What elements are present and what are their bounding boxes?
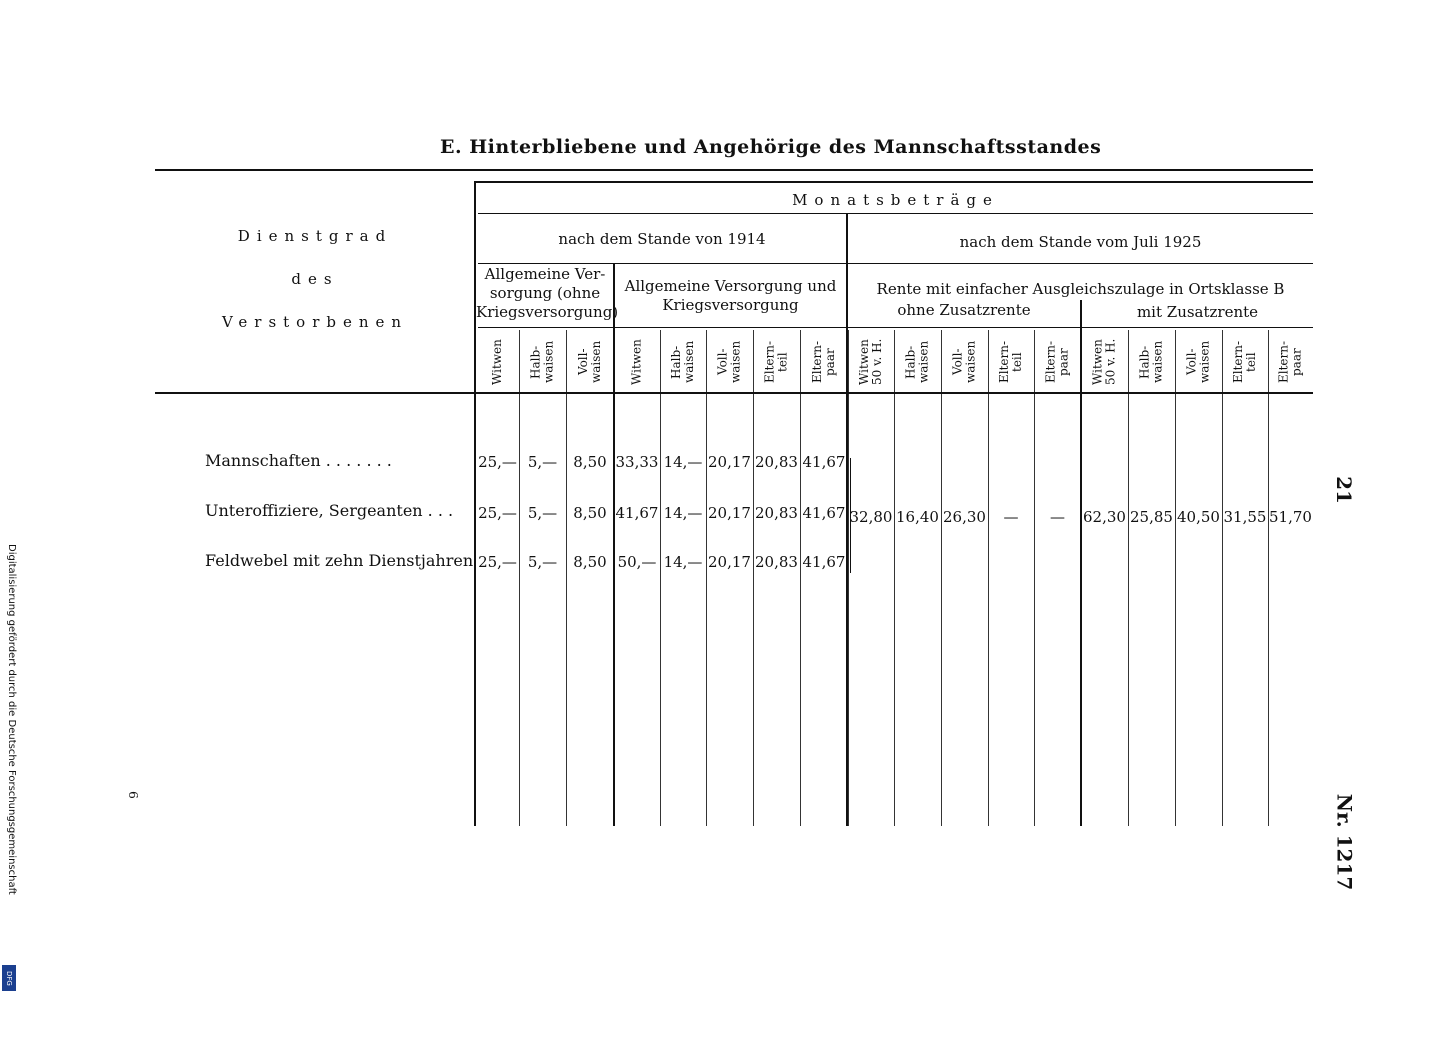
table-cell: 50,— [617, 553, 657, 571]
column-rule [1175, 330, 1176, 826]
dfg-side-note: Digitalisierung gefördert durch die Deutsche Forschungsgemeinschaft [6, 544, 17, 895]
table-cell-1925: 62,30 [1083, 508, 1126, 526]
dfg-logo: DFG [2, 965, 16, 991]
column-heading: Witwen [489, 339, 504, 385]
stand-rule [478, 263, 1313, 264]
table-cell: 20,83 [755, 553, 798, 571]
table-cell: 41,67 [802, 504, 846, 522]
column-heading: Halb- waisen [903, 340, 931, 384]
des-label: des [291, 270, 339, 288]
column-heading: Eltern- paar [1043, 340, 1071, 384]
column-heading: Eltern- teil [762, 340, 790, 384]
rente-label: Rente mit einfacher Ausgleichszulage in Ortsklasse B [876, 280, 1285, 298]
table-cell-1925: 51,70 [1269, 508, 1312, 526]
column-heading: Voll- waisen [950, 340, 978, 384]
stand-1925-label: nach dem Stande vom Juli 1925 [959, 233, 1202, 251]
column-rule [614, 330, 615, 826]
table-cell: 25,— [478, 553, 517, 571]
table-cell-1925: 32,80 [849, 508, 893, 526]
page-number: 21 [1331, 476, 1356, 504]
column-rule [1268, 330, 1269, 826]
subgroup-rule [478, 327, 1313, 328]
column-rule [753, 330, 754, 826]
column-heading: Eltern- teil [996, 340, 1024, 384]
margin-mark: 6 [125, 791, 140, 799]
table-cell: 20,17 [708, 553, 751, 571]
row-label-unteroffiziere: Unteroffiziere, Sergeanten . . . [205, 501, 454, 520]
table-cell: 20,83 [755, 453, 798, 471]
column-heading: Witwen [629, 339, 644, 385]
table-cell: 41,67 [802, 453, 846, 471]
table-cell: 20,17 [708, 504, 751, 522]
dienstgrad-label: Dienstgrad [237, 227, 393, 245]
table-cell: 20,17 [708, 453, 751, 471]
column-rule [1222, 330, 1223, 826]
stand-1914-label: nach dem Stande von 1914 [558, 230, 766, 248]
allg-krieg-line-1: Allgemeine Versorgung und [624, 277, 837, 295]
table-cell: 25,— [478, 453, 517, 471]
top-rule-2 [475, 181, 1313, 183]
column-heading: Halb- waisen [1137, 340, 1165, 384]
column-rule [1081, 330, 1082, 826]
column-heading: Witwen 50 v. H. [1090, 338, 1118, 386]
table-cell: 20,83 [755, 504, 798, 522]
column-heading: Voll- waisen [575, 340, 603, 384]
page-title: E. Hinterbliebene und Angehörige des Mannschaftsstandes [440, 136, 1102, 158]
column-rule [1034, 330, 1035, 826]
column-rule [800, 330, 801, 826]
column-heading: Voll- waisen [715, 340, 743, 384]
column-rule [660, 330, 661, 826]
table-cell-1925: 25,85 [1130, 508, 1173, 526]
ohne-zusatz-label: ohne Zusatzrente [897, 301, 1031, 319]
monatsbetraege-label: Monatsbeträge [792, 191, 999, 209]
table-cell: 14,— [663, 504, 703, 522]
table-cell: 5,— [527, 504, 558, 522]
table-cell: 25,— [478, 504, 517, 522]
mit-zusatz-label: mit Zusatzrente [1136, 303, 1259, 321]
verstorbenen-label: Verstorbenen [221, 313, 409, 331]
table-cell: 8,50 [573, 504, 607, 522]
column-heading: Halb- waisen [528, 340, 556, 384]
column-heading: Halb- waisen [668, 340, 696, 384]
column-heading: Eltern- paar [1276, 340, 1304, 384]
column-heading: Witwen 50 v. H. [856, 338, 884, 386]
table-cell-1925: 31,55 [1223, 508, 1267, 526]
allg-versorgung-line-1: Allgemeine Ver- [484, 265, 606, 283]
table-cell-1925: — [1050, 508, 1065, 526]
top-rule [155, 169, 1313, 171]
column-rule [1128, 330, 1129, 826]
allg-versorgung-label [476, 265, 619, 321]
table-cell: 5,— [527, 553, 558, 571]
table-cell-1925: 40,50 [1177, 508, 1220, 526]
column-rule [988, 330, 989, 826]
table-cell-1925: — [1003, 508, 1019, 526]
table-cell: 8,50 [573, 553, 607, 571]
table-cell: 41,67 [802, 553, 846, 571]
table-cell: 5,— [527, 453, 558, 471]
monats-rule [478, 213, 1313, 214]
row-label-mannschaften: Mannschaften . . . . . . . [205, 451, 392, 470]
table-cell-1925: 26,30 [943, 508, 986, 526]
table-cell: 33,33 [615, 453, 659, 471]
table-cell: 14,— [663, 553, 703, 571]
allg-krieg-label [615, 277, 846, 315]
nr-label: Nr. 1217 [1332, 793, 1357, 891]
column-rule [706, 330, 707, 826]
column-rule [941, 330, 942, 826]
table-cell: 8,50 [573, 453, 607, 471]
column-heading: Eltern- teil [1230, 340, 1258, 384]
table-cell: 41,67 [615, 504, 659, 522]
column-heading: Voll- waisen [1184, 340, 1212, 384]
allg-versorgung-line-2: sorgung (ohne [489, 283, 601, 302]
allg-versorgung-line-3: Kriegsversorgung) [476, 302, 619, 321]
table-cell: 14,— [663, 453, 703, 471]
column-rule [519, 330, 520, 826]
column-heading: Eltern- paar [809, 340, 837, 384]
row-label-feldwebel: Feldwebel mit zehn Dienstjahren [205, 551, 474, 570]
column-rule [894, 330, 895, 826]
allg-krieg-line-2: Kriegsversorgung [662, 295, 799, 314]
header-bottom-rule [155, 392, 1313, 394]
column-rule [848, 330, 849, 826]
column-rule [566, 330, 567, 826]
table-cell-1925: 16,40 [896, 508, 939, 526]
